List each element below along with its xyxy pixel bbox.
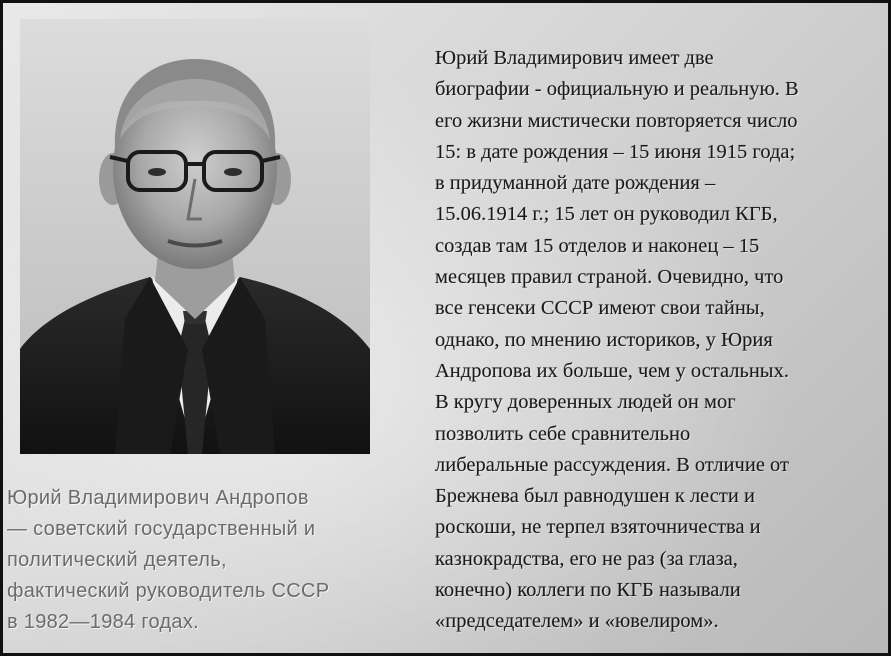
biography-line: Юрий Владимирович имеет две [435,47,714,69]
caption-line: в 1982—1984 годах. [7,611,200,633]
biography-line: в придуманной дате рождения – [435,172,716,195]
biography-line: В кругу доверенных людей он мог [435,391,736,414]
caption-line: — советский государственный и [7,518,316,540]
portrait-photo [20,19,370,454]
biography-line: 15: в дате рождения – 15 июня 1915 года; [435,140,796,163]
biography-line: Брежнева был равнодушен к лести и [435,485,755,508]
biography-line: позволить себе сравнительно [435,422,691,445]
caption-line: политический деятель, [7,549,227,571]
biography-line: однако, по мнению историков, у Юрия [435,328,773,351]
caption-line: Юрий Владимирович Андропов [7,487,309,509]
biography-line: биографии - официальную и реальную. В [435,78,799,101]
biography-line: конечно) коллеги по КГБ называли [435,579,741,602]
biography-line: создав там 15 отделов и наконец – 15 [435,234,760,257]
biography-line: его жизни мистически повторяется число [435,109,798,132]
caption-line: фактический руководитель СССР [7,580,330,602]
biography-line: 15.06.1914 г.; 15 лет он руководил КГБ, [435,203,778,226]
biography-line: либеральные рассуждения. В отличие от [435,453,789,476]
biography-text [435,43,885,638]
biography-line: Андропова их больше, чем у остальных. [435,359,789,382]
biography-line: «председателем» и «ювелиром». [435,610,719,633]
biography-line: казнокрадства, его не раз (за глаза, [435,547,738,570]
biography-line: все генсеки СССР имеют свои тайны, [435,297,765,320]
photo-caption [7,483,427,638]
biography-line: месяцев правил страной. Очевидно, что [435,266,784,289]
biography-line: роскоши, не терпел взяточничества и [435,516,761,539]
